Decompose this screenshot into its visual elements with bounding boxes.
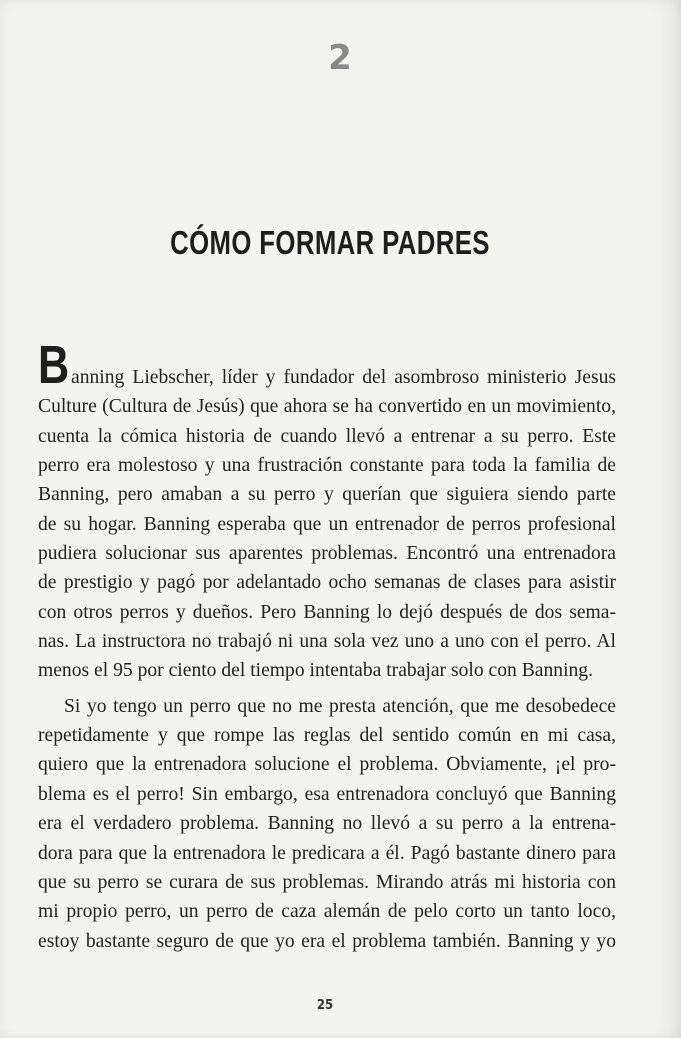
text-line: de prestigio y pagó por adelantado ocho semanas de clases para asistir [38,572,616,594]
text-line: dora para que la entrenadora le predicara a él. Pagó bastante dinero para [38,842,616,864]
text-line: estoy bastante seguro de que yo era el problema también. Banning y yo [38,930,616,952]
text-line-content: anning Liebscher, líder y fundador del asombroso ministerio Jesus [71,367,616,388]
text-line: que su perro se curara de sus problemas. Mirando atrás mi historia con [38,871,616,893]
text-line: pudiera solucionar sus aparentes problemas. Encontró una entrenadora [38,543,616,565]
chapter-title: CÓMO FORMAR PADRES [170,224,490,261]
text-line: mi propio perro, un perro de caza alemán de pelo corto un tanto loco, [38,901,616,923]
text-line: cuenta la cómica historia de cuando llevó a entrenar a su perro. Este [38,425,616,447]
text-line [38,335,616,395]
text-line: blema es el perro! Sin embargo, esa entrenadora concluyó que Banning [38,783,616,805]
drop-cap: B [38,335,70,395]
text-line: Banning, pero amaban a su perro y querían que siguiera siendo parte [38,484,616,506]
paragraph-2 [38,692,616,956]
text-line: era el verdadero problema. Banning no llevó a su perro a la entrena- [38,813,616,835]
text-line: Culture (Cultura de Jesús) que ahora se ha convertido en un movimiento, [38,396,616,418]
text-line: menos el 95 por ciento del tiempo intentaba trabajar solo con Banning. [38,660,594,682]
chapter-number: 2 [328,38,353,78]
text-line: con otros perros y dueños. Pero Banning lo dejó después de dos sema- [38,601,616,623]
paragraph-1 [38,335,616,686]
text-line: repetidamente y que rompe las reglas del sentido común en mi casa, [38,725,616,747]
text-line: nas. La instructora no trabajó ni una sola vez uno a uno con el perro. Al [38,631,616,653]
page-number: 25 [316,998,334,1013]
text-line: perro era molestoso y una frustración constante para toda la familia de [38,455,616,477]
text-line: Si yo tengo un perro que no me presta atención, que me desobedece [64,695,616,717]
text-line: quiero que la entrenadora solucione el problema. Obviamente, ¡el pro- [38,754,616,776]
body-text [38,335,616,956]
text-line: de su hogar. Banning esperaba que un entrenador de perros profesional [38,513,616,535]
